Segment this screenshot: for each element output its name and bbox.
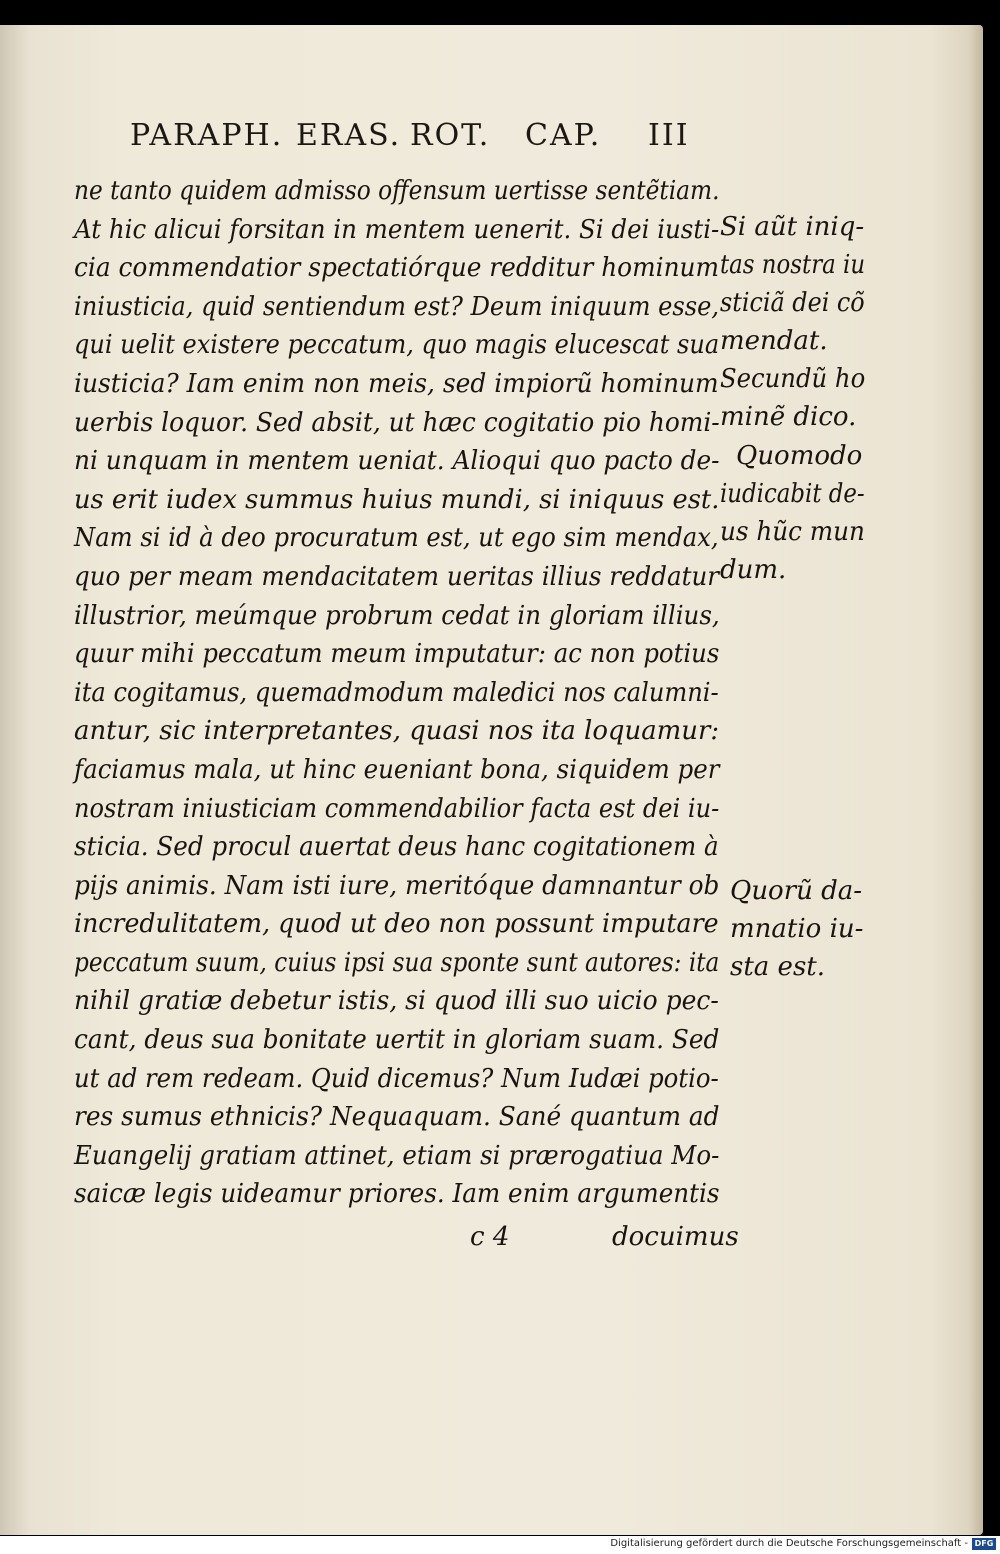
margin-line: Quomodo: [736, 441, 863, 471]
header-chapter-number: III: [648, 118, 690, 153]
text-line: cia commendatior spectatiórque redditur hominum: [74, 253, 720, 284]
margin-line: tas nostra iu: [720, 250, 866, 280]
text-line: ita cogitamus, quemadmodum maledici nos calumni-: [74, 677, 719, 708]
text-line: iusticia? Iam enim non meis, sed impiorũ hominum: [74, 368, 719, 399]
funding-credit: Digitalisierung gefördert durch die Deutsche Forschungsgemeinschaft -: [610, 1538, 968, 1549]
text-line: ut ad rem redeam. Quid dicemus? Num Iudæi potio-: [74, 1063, 719, 1094]
signature-mark: c 4: [470, 1222, 510, 1252]
text-line: peccatum suum, cuius ipsi sua sponte sunt autores: ita: [74, 947, 720, 978]
page-edge-shadow: [968, 25, 983, 1535]
header-word-eras: ERAS.: [296, 118, 402, 153]
margin-line: Quorũ da-: [730, 876, 863, 906]
text-line: illustrior, meúmque probrum cedat in gloriam illius,: [74, 600, 720, 631]
text-line: qui uelit existere peccatum, quo magis elucescat sua: [74, 330, 720, 361]
text-line: Nam si id à deo procuratum est, ut ego sim mendax,: [74, 523, 719, 554]
header-word-cap: CAP.: [525, 118, 602, 153]
text-line: At hic alicui forsitan in mentem uenerit. Si dei iusti-: [74, 214, 720, 245]
margin-note-3: [720, 437, 885, 589]
text-line: incredulitatem, quod ut deo non possunt imputare: [74, 909, 719, 940]
text-line: sticia. Sed procul auertat deus hanc cogitationem à: [74, 832, 719, 863]
margin-note-1: [720, 208, 885, 360]
text-line: saicæ legis uideamur priores. Iam enim argumentis: [74, 1179, 720, 1210]
margin-line: Secundũ ho: [720, 364, 866, 394]
margin-note-2: [720, 360, 875, 436]
text-line: quo per meam mendacitatem ueritas illius reddatur: [74, 561, 720, 592]
margin-line: iudicabit de-: [720, 479, 865, 509]
text-line: pijs animis. Nam isti iure, meritóque damnantur ob: [74, 870, 720, 901]
text-line: quur mihi peccatum meum imputatur: ac non potius: [74, 639, 720, 670]
header-word-rot: ROT.: [410, 118, 491, 153]
text-line: ni unquam in mentem ueniat. Alioqui quo pacto de-: [74, 446, 720, 477]
text-line: nostram iniusticiam commendabilior facta est dei iu-: [74, 793, 720, 824]
text-line: cant, deus sua bonitate uertit in gloriam suam. Sed: [74, 1025, 720, 1056]
main-text-block: [74, 172, 724, 1214]
catchword: docuimus: [612, 1222, 739, 1252]
text-line: nihil gratiæ debetur istis, si quod illi suo uicio pec-: [74, 986, 719, 1017]
margin-line: mendat.: [720, 326, 828, 356]
margin-line: sticiã dei cõ: [720, 288, 865, 318]
margin-line: mnatio iu-: [730, 914, 864, 944]
running-header: [130, 118, 700, 168]
margin-line: Si aũt iniq-: [720, 212, 865, 242]
text-line: us erit iudex summus huius mundi, si iniquus est.: [74, 484, 720, 515]
text-line: iniusticia, quid sentiendum est? Deum iniquum esse,: [74, 291, 720, 322]
text-line: faciamus mala, ut hinc eueniant bona, siquidem per: [74, 754, 720, 785]
text-line: Euangelij gratiam attinet, etiam si prærogatiua Mo-: [74, 1140, 720, 1171]
margin-line: minẽ dico.: [720, 402, 857, 432]
margin-note-4: [730, 872, 863, 986]
dfg-logo: DFG: [972, 1538, 996, 1550]
header-word-paraph: PARAPH.: [130, 118, 284, 153]
text-line: res sumus ethnicis? Nequaquam. Sané quantum ad: [74, 1102, 720, 1133]
margin-line: us hũc mun: [720, 517, 865, 547]
text-line: ne tanto quidem admisso offensum uertisse sentẽtiam.: [74, 176, 720, 206]
text-line: uerbis loquor. Sed absit, ut hæc cogitatio pio homi-: [74, 407, 720, 438]
margin-line: dum.: [720, 555, 787, 585]
text-line: antur, sic interpretantes, quasi nos ita loquamur:: [74, 716, 720, 747]
margin-line: sta est.: [730, 952, 825, 982]
